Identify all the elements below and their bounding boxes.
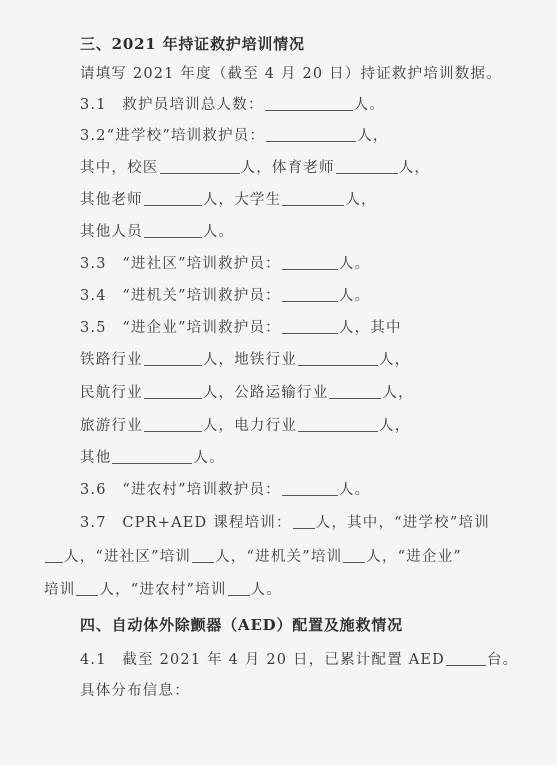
item-3-6-unit: 人。: [338, 482, 371, 498]
item-3-2-sub2: [80, 190, 377, 210]
road-transport-unit: 人，: [382, 385, 414, 401]
item-3-5-unit: 人，其中: [338, 320, 402, 336]
pe-teacher-unit: 人，: [398, 160, 431, 176]
other-person-unit: 人。: [202, 224, 235, 240]
aed-count-blank[interactable]: [446, 651, 486, 666]
item-3-2-sub1: [80, 158, 430, 178]
section-3-title: 三、2021 年持证救护培训情况: [80, 35, 305, 53]
other-person-blank[interactable]: [144, 223, 202, 238]
section-3-intro: 请填写 2021 年度（截至 4 月 20 日）持证救护培训数据。: [80, 66, 502, 82]
cpr-rural-blank[interactable]: [228, 581, 250, 596]
other-industry-blank[interactable]: [112, 449, 192, 464]
item-3-5: [80, 318, 402, 338]
item-3-7-label: 3.7 CPR+AED 课程培训：: [80, 515, 292, 531]
metro-label: 人，地铁行业: [202, 352, 298, 368]
school-trainees-blank[interactable]: [266, 127, 356, 142]
item-3-6-label: 3.6 “进农村”培训救护员：: [80, 482, 281, 498]
college-student-unit: 人，: [345, 192, 377, 208]
tourism-blank[interactable]: [144, 417, 202, 432]
college-student-label: 人，大学生: [202, 192, 282, 208]
cpr-school-blank[interactable]: [45, 548, 63, 563]
other-person-label: 其他人员: [80, 224, 143, 240]
item-3-7-line1: [80, 513, 490, 533]
item-3-4-label: 3.4 “进机关”培训救护员：: [80, 288, 281, 304]
metro-blank[interactable]: [298, 351, 378, 366]
agency-trainees-blank[interactable]: [282, 287, 338, 302]
item-3-1-label: 3.1 救护员培训总人数：: [80, 97, 264, 113]
other-industry-label: 其他: [80, 450, 112, 466]
school-doctor-label: 其中，校医: [80, 160, 159, 176]
community-trainees-blank[interactable]: [282, 255, 338, 270]
item-4-1: [80, 650, 518, 670]
item-3-3-label: 3.3 “进社区”培训救护员：: [80, 256, 281, 272]
item-3-6: [80, 480, 370, 500]
cpr-rural-unit: 人。: [250, 582, 282, 598]
item-3-3-unit: 人。: [338, 256, 371, 272]
item-3-4: [80, 286, 370, 306]
item-3-3: [80, 254, 370, 274]
section-4-title: 四、自动体外除颤器（AED）配置及施救情况: [80, 616, 403, 634]
cpr-agency-label: 人，“进机关”培训: [215, 549, 343, 565]
item-3-7-line3: [44, 580, 282, 600]
item-3-4-unit: 人。: [338, 288, 371, 304]
item-4-1-label: 4.1 截至 2021 年 4 月 20 日，已累计配置 AED: [80, 652, 445, 668]
enterprise-trainees-blank[interactable]: [282, 319, 338, 334]
pe-teacher-blank[interactable]: [336, 159, 398, 174]
rural-trainees-blank[interactable]: [282, 481, 338, 496]
item-3-7-line2: [44, 547, 462, 567]
item-3-5-sub4: [80, 448, 225, 468]
cpr-community-label: 人，“进社区”培训: [64, 549, 192, 565]
college-student-blank[interactable]: [282, 191, 344, 206]
item-3-2: [80, 126, 389, 146]
cpr-training-label: 培训: [44, 582, 76, 598]
railway-blank[interactable]: [144, 351, 202, 366]
railway-label: 铁路行业: [80, 352, 143, 368]
cpr-enterprise-blank[interactable]: [76, 581, 98, 596]
item-3-2-unit: 人，: [357, 128, 389, 144]
aviation-blank[interactable]: [144, 384, 202, 399]
power-unit: 人，: [379, 418, 411, 434]
aviation-label: 民航行业: [80, 385, 143, 401]
road-transport-label: 人，公路运输行业: [202, 385, 329, 401]
school-doctor-blank[interactable]: [160, 159, 240, 174]
other-industry-unit: 人。: [193, 450, 225, 466]
item-3-7-school-label: 人，其中，“进学校”培训: [315, 515, 490, 531]
power-blank[interactable]: [298, 417, 378, 432]
other-teacher-blank[interactable]: [144, 191, 202, 206]
item-3-5-sub3: [80, 416, 410, 436]
cpr-aed-total-blank[interactable]: [293, 514, 315, 529]
cpr-rural-label: 人，“进农村”培训: [99, 582, 227, 598]
item-3-5-sub1: [80, 350, 410, 370]
item-3-1-unit: 人。: [353, 97, 386, 113]
road-transport-blank[interactable]: [329, 384, 381, 399]
cpr-community-blank[interactable]: [192, 548, 214, 563]
other-teacher-label: 其他老师: [80, 192, 143, 208]
cpr-agency-blank[interactable]: [343, 548, 365, 563]
cpr-enterprise-label: 人，“进企业”: [366, 549, 463, 565]
item-4-1-unit: 台。: [486, 652, 519, 668]
tourism-label: 旅游行业: [80, 418, 143, 434]
item-3-1: [80, 95, 385, 115]
item-3-5-label: 3.5 “进企业”培训救护员：: [80, 320, 281, 336]
item-3-5-sub2: [80, 383, 414, 403]
item-3-2-label: 3.2“进学校”培训救护员：: [80, 128, 266, 144]
distribution-info-label: 具体分布信息：: [80, 683, 190, 699]
power-label: 人，电力行业: [202, 418, 298, 434]
item-3-2-sub3: [80, 222, 234, 242]
pe-teacher-label: 人，体育老师: [240, 160, 335, 176]
total-trainees-blank[interactable]: [265, 96, 353, 111]
metro-unit: 人，: [379, 352, 411, 368]
